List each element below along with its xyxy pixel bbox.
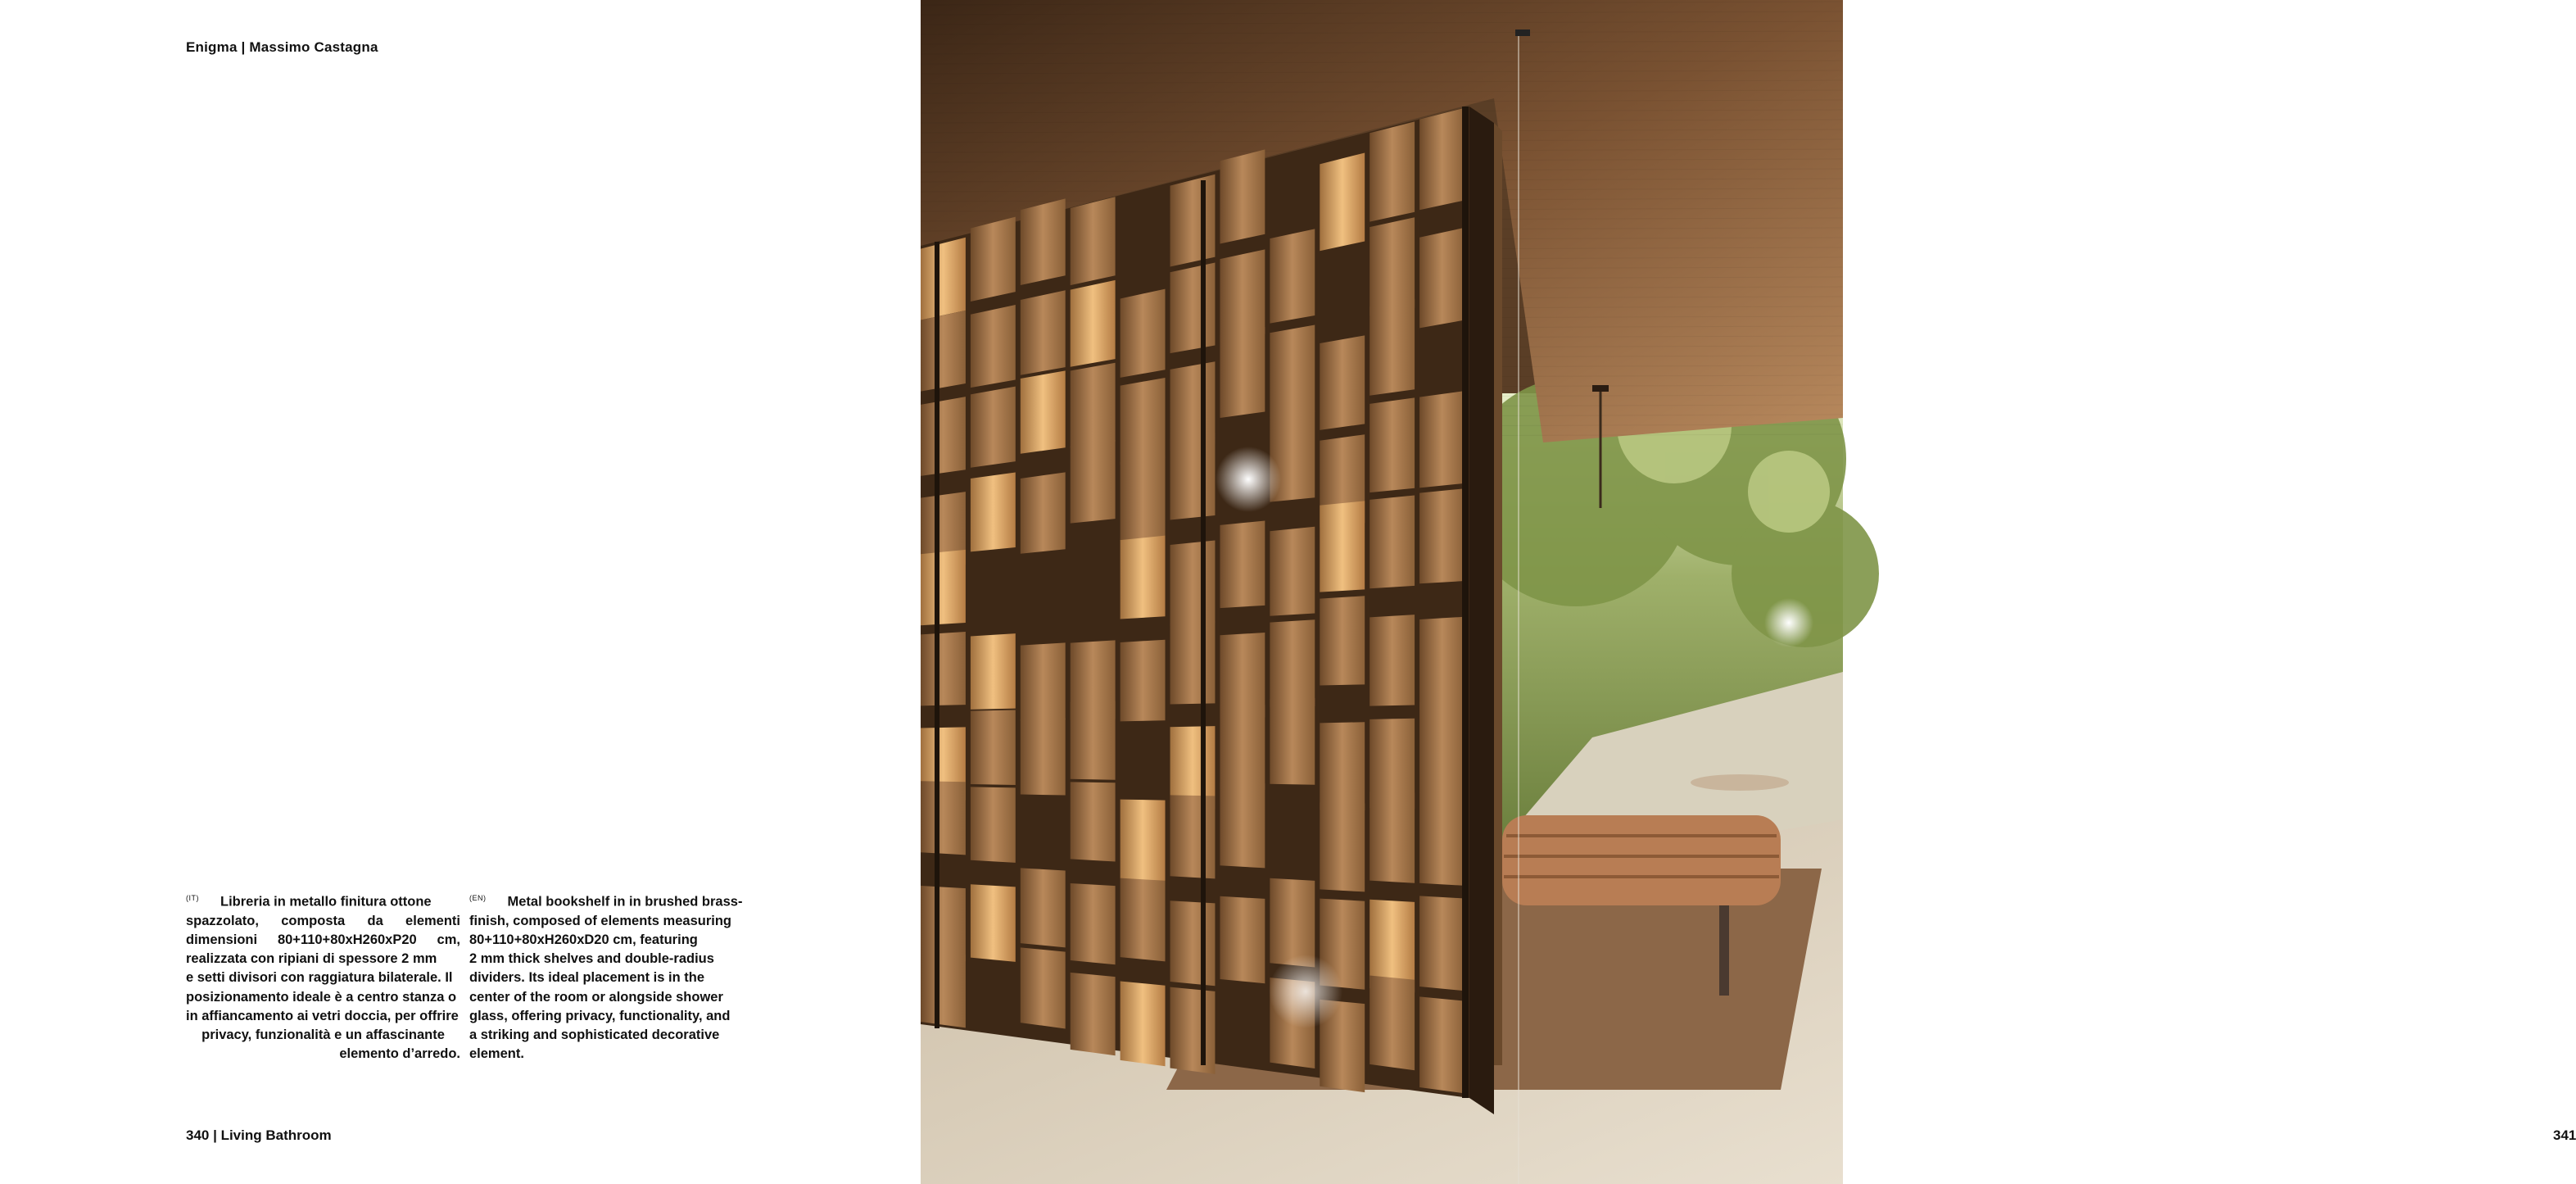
- shelf-cell: [1270, 619, 1315, 707]
- en-line-0: $^{(EN)}$ Metal bookshelf in in brushed brass-: [469, 894, 743, 910]
- shelf-cell: [971, 387, 1016, 468]
- shelf-cell: [1270, 325, 1315, 418]
- shelf-cell: [1021, 947, 1066, 1028]
- shelf-cell: [921, 550, 966, 625]
- it-line-5: posizionamento ideale è a centro stanza o: [186, 989, 457, 1005]
- shelf-cell: [1120, 456, 1166, 541]
- shelf-cell: [1270, 878, 1315, 968]
- shelf-cell: [1419, 896, 1465, 991]
- english-description: [469, 889, 764, 1064]
- shelf-cell: [1120, 289, 1166, 378]
- shelf-cell: [1419, 228, 1465, 328]
- shelf-cell: [1220, 327, 1265, 418]
- lang-tag-it: (IT): [186, 894, 199, 902]
- shelf-cell: [1071, 440, 1116, 524]
- it-line-6: in affiancamento ai vetri doccia, per offrire: [186, 1008, 459, 1023]
- shelf-cell: [1170, 175, 1216, 267]
- en-line-6: glass, offering privacy, functionality, and: [469, 1008, 731, 1023]
- shelf-cell: [1320, 501, 1365, 592]
- shelf-cell: [1021, 868, 1066, 947]
- shelf-cell: [1419, 617, 1465, 710]
- shelf-cell: [1021, 642, 1066, 720]
- shelf-cell: [1021, 370, 1066, 453]
- left-page: [0, 0, 921, 1184]
- shelf-cell: [1071, 363, 1116, 448]
- shelf-cell: [971, 633, 1016, 710]
- shelf-cell: [1120, 981, 1166, 1066]
- shelf-cell: [1220, 705, 1265, 789]
- shelf-cell: [1071, 973, 1116, 1055]
- shelf-cell: [1220, 783, 1265, 868]
- shelf-cell: [1320, 802, 1365, 891]
- shelf-cell: [1021, 290, 1066, 375]
- shelf-cell: [971, 305, 1016, 388]
- shelf-cell: [1419, 391, 1465, 488]
- shelf-cell: [921, 238, 966, 320]
- shelf-cell: [1220, 249, 1265, 342]
- shelf-cell: [1120, 800, 1166, 882]
- shelf-cell: [1170, 433, 1216, 519]
- en-line-3: 2 mm thick shelves and double-radius: [469, 951, 714, 967]
- shelf-cell: [1120, 640, 1166, 722]
- shelf-cell: [1320, 152, 1365, 251]
- shelf-cell: [1071, 280, 1116, 367]
- shelf-cell: [1419, 996, 1465, 1093]
- shelf-cell: [921, 311, 966, 392]
- shelf-cell: [1220, 149, 1265, 243]
- shelf-cell: [1021, 198, 1066, 285]
- shelf-cell: [971, 787, 1016, 862]
- shelf-cell: [1419, 792, 1465, 886]
- shelf-cell: [921, 781, 966, 855]
- en-line-7: a striking and sophisticated decorative: [469, 1027, 720, 1042]
- shelf-cell: [1270, 698, 1315, 785]
- shelf-cell: [921, 632, 966, 705]
- shelf-cell: [1120, 378, 1166, 465]
- shelf-cell: [1320, 722, 1365, 810]
- shelf-cell: [1320, 596, 1365, 685]
- it-line-7: privacy, funzionalità e un affascinante: [201, 1027, 445, 1042]
- shelf-cell: [1170, 262, 1216, 353]
- shelf-cell: [1220, 896, 1265, 983]
- shelf-cell: [1270, 229, 1315, 323]
- shelf-cell: [1369, 615, 1415, 706]
- shelf-cell: [1071, 197, 1116, 285]
- shelf-cell: [1369, 976, 1415, 1071]
- en-line-5: center of the room or alongside shower: [469, 989, 723, 1005]
- shelf-cell: [921, 950, 966, 1027]
- shelf-cell: [1220, 521, 1265, 609]
- lang-tag-en: (EN): [469, 894, 487, 902]
- en-line-4: dividers. Its ideal placement is in the: [469, 970, 705, 986]
- shelf-cell: [1120, 536, 1166, 619]
- shelf-cell: [1170, 900, 1216, 986]
- it-line-2: dimensioni 80+110+80xH260xP20 cm,: [186, 932, 460, 947]
- shelf-cell: [1170, 987, 1216, 1074]
- en-line-1: finish, composed of elements measuring: [469, 913, 731, 928]
- shelf-cell: [1369, 792, 1415, 882]
- it-line-0: $^{(IT)}$ Libreria in metallo finitura ottone: [186, 894, 432, 910]
- shelf-cell: [1369, 299, 1415, 396]
- shelf-cell: [1320, 335, 1365, 430]
- it-line-8: elemento d’arredo.: [339, 1046, 460, 1062]
- shelf-cell: [921, 886, 966, 961]
- it-line-3: realizzata con ripiani di spessore 2 mm: [186, 951, 437, 967]
- shelf-cell: [1071, 701, 1116, 780]
- bookshelf: [921, 107, 1502, 1114]
- interior-photo: [921, 0, 2576, 1184]
- italian-description: [186, 889, 460, 1064]
- page-number-left: 340 | Living Bathroom: [186, 1127, 332, 1143]
- shelf-cell: [1021, 719, 1066, 796]
- shelf-cell: [1419, 701, 1465, 794]
- shelf-cell: [1170, 620, 1216, 704]
- shelf-cell: [971, 473, 1016, 552]
- shelf-cell: [1071, 883, 1116, 964]
- it-line-4: e setti divisori con raggiatura bilaterale. Il: [186, 970, 453, 986]
- shelf-cell: [1170, 541, 1216, 626]
- it-line-1: spazzolato, composta da elementi: [186, 913, 460, 928]
- page-number-right: 341: [2553, 1127, 2576, 1143]
- page-header-title: Enigma | Massimo Castagna: [186, 39, 378, 55]
- interior-photo-illustration: [921, 0, 1843, 1184]
- shelf-cell: [971, 217, 1016, 302]
- shelf-cell: [1369, 496, 1415, 589]
- en-line-8: element.: [469, 1046, 524, 1062]
- shelf-cell: [971, 710, 1016, 784]
- shelf-cell: [1170, 795, 1216, 878]
- shelf-cell: [1369, 397, 1415, 492]
- shelf-cell: [1021, 472, 1066, 553]
- shelf-cell: [1419, 108, 1465, 211]
- en-line-2: 80+110+80xH260xD20 cm, featuring: [469, 932, 698, 947]
- shelf-cell: [921, 397, 966, 476]
- shelf-cell: [1071, 782, 1116, 861]
- shelf-cell: [1419, 488, 1465, 583]
- shelf-cell: [1270, 527, 1315, 616]
- shelf-cell: [1369, 121, 1415, 221]
- shelf-cell: [1120, 878, 1166, 962]
- shelf-cell: [971, 884, 1016, 962]
